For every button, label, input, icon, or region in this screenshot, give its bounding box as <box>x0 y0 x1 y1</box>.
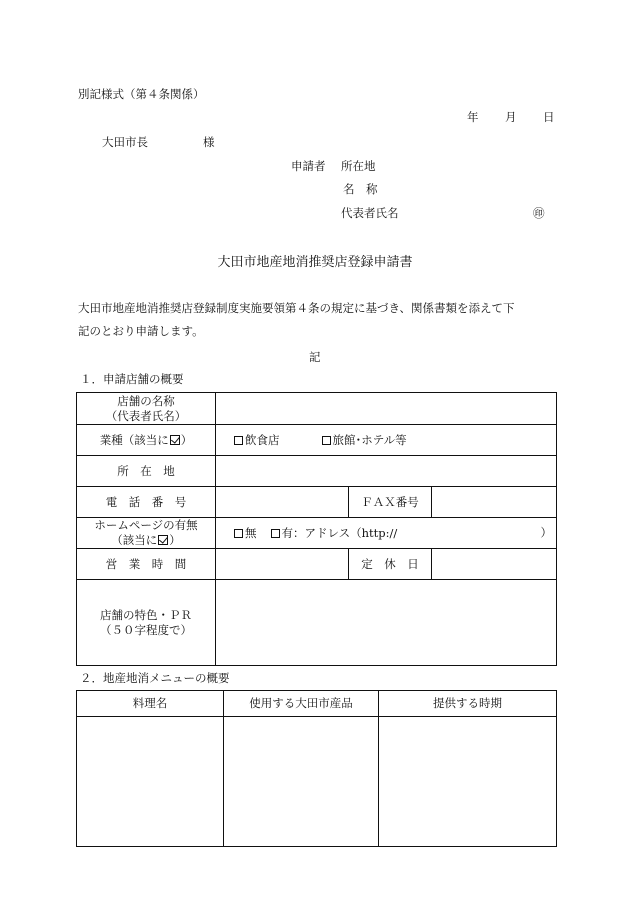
check-mark-icon <box>158 535 168 545</box>
date-month: 月 <box>505 110 517 124</box>
features-label: 店舗の特色・ＰＲ （５０字程度で） <box>77 580 216 666</box>
phone-label: 電 話 番 号 <box>77 487 216 518</box>
option-none[interactable]: 無 <box>234 526 257 540</box>
addressee: 大田市長 <box>102 135 148 149</box>
option-yes[interactable]: 有：アドレス（http:// <box>271 526 398 540</box>
applicant-name: 名 称 <box>343 182 378 196</box>
homepage-label: ホームページの有無 （該当に ） <box>77 518 216 549</box>
business-type-options <box>216 425 557 456</box>
menu-header-row <box>77 691 557 717</box>
fax-field[interactable] <box>432 487 557 518</box>
date-day: 日 <box>543 110 555 124</box>
hours-label: 営 業 時 間 <box>77 549 216 580</box>
body-line-1: 大田市地産地消推奨店登録制度実施要領第４条の規定に基づき、関係書類を添えて下 <box>78 301 515 315</box>
hours-field[interactable] <box>216 549 349 580</box>
checkbox-icon[interactable] <box>271 529 280 538</box>
checkbox-icon[interactable] <box>234 436 243 445</box>
dish-field[interactable] <box>77 717 224 847</box>
store-name-field[interactable] <box>216 393 557 425</box>
holiday-field[interactable] <box>432 549 557 580</box>
addressee-suffix: 様 <box>203 135 215 149</box>
applicant-rep: 代表者氏名 <box>341 206 399 220</box>
body-line-2: 記のとおり申請します。 <box>78 324 204 338</box>
ki-label: 記 <box>309 350 321 364</box>
features-field[interactable] <box>216 580 557 666</box>
form-label: 別記様式（第４条関係） <box>78 87 205 101</box>
check-mark-icon <box>170 435 180 445</box>
location-label: 所 在 地 <box>77 456 216 487</box>
row-features <box>77 580 557 666</box>
date-year: 年 <box>467 110 479 124</box>
menu-overview-table <box>76 690 557 847</box>
store-overview-table <box>76 392 557 666</box>
location-field[interactable] <box>216 456 557 487</box>
products-field[interactable] <box>224 717 379 847</box>
fax-label: ＦＡＸ番号 <box>349 487 432 518</box>
row-store-name <box>77 393 557 425</box>
applicant-address: 所在地 <box>341 159 376 173</box>
row-hours <box>77 549 557 580</box>
option-restaurant[interactable]: 飲食店 <box>234 433 280 447</box>
period-field[interactable] <box>379 717 557 847</box>
row-location <box>77 456 557 487</box>
checkbox-icon[interactable] <box>234 529 243 538</box>
menu-entry-row <box>77 717 557 847</box>
col-dish-header: 料理名 <box>77 691 224 717</box>
address-close-paren: ） <box>540 525 553 540</box>
store-name-label: 店舗の名称 （代表者氏名） <box>77 393 216 425</box>
section2-heading: ２．地産地消メニューの概要 <box>80 671 230 685</box>
section1-heading: １．申請店舗の概要 <box>80 372 184 386</box>
holiday-label: 定 休 日 <box>349 549 432 580</box>
business-type-label: 業種（該当に ） <box>77 425 216 456</box>
row-phone <box>77 487 557 518</box>
applicant-label: 申請者 <box>291 159 326 173</box>
phone-field[interactable] <box>216 487 349 518</box>
row-business-type <box>77 425 557 456</box>
col-period-header: 提供する時期 <box>379 691 557 717</box>
row-homepage <box>77 518 557 549</box>
col-products-header: 使用する大田市産品 <box>224 691 379 717</box>
option-hotel[interactable]: 旅館･ホテル等 <box>322 433 407 447</box>
checkbox-icon[interactable] <box>322 436 331 445</box>
seal-mark: ㊞ <box>533 206 545 220</box>
document-title: 大田市地産地消推奨店登録申請書 <box>217 255 413 270</box>
homepage-options <box>216 518 557 549</box>
